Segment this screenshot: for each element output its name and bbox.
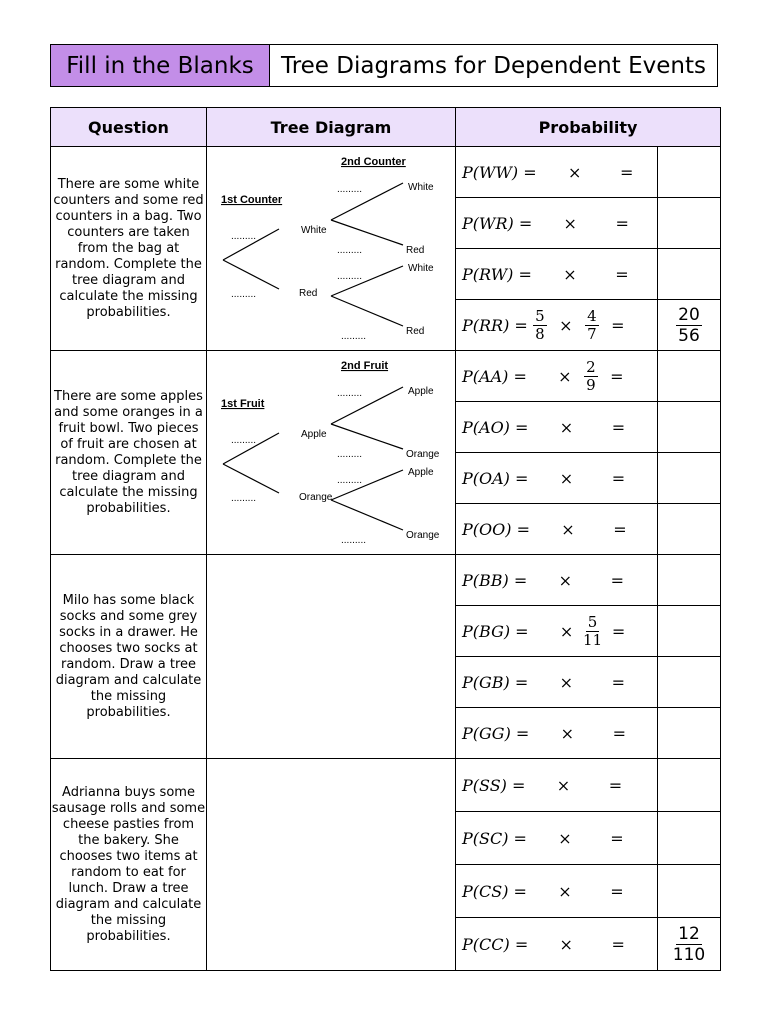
probability-blank[interactable]: .........: [341, 535, 367, 546]
equals-sign: =: [611, 621, 626, 641]
denominator: 110: [672, 944, 706, 965]
branch-line: [223, 260, 279, 289]
answer-cell: [658, 918, 721, 971]
fraction: [533, 308, 547, 343]
answer-cell[interactable]: [658, 812, 721, 865]
outcome-label: Apple: [408, 386, 434, 397]
outcome-label: Orange: [406, 449, 440, 460]
times-sign: ×: [567, 162, 582, 182]
answer-cell[interactable]: [658, 147, 721, 198]
probability-expression: [456, 812, 658, 865]
tree-diagram-svg: [207, 147, 454, 345]
probability-label: P(SC) =: [462, 828, 527, 848]
probability-label: P(CS) =: [462, 881, 527, 901]
second-stage-heading: 2nd Counter: [341, 156, 406, 168]
numerator: 12: [678, 923, 700, 944]
probability-expression: [456, 402, 658, 453]
times-sign: ×: [559, 315, 573, 335]
answer-cell[interactable]: [658, 402, 721, 453]
outcome-label: White: [408, 182, 434, 193]
denominator: 7: [587, 324, 597, 343]
probability-blank[interactable]: .........: [337, 245, 363, 256]
first-factor-fraction: [528, 308, 552, 343]
outcome-label: Apple: [301, 429, 327, 440]
equals-sign: =: [610, 828, 624, 848]
worksheet-header: [50, 44, 718, 87]
tree-diagram: [207, 351, 456, 555]
equals-sign: =: [615, 264, 629, 284]
outcome-label: Orange: [299, 492, 333, 503]
equals-sign: =: [611, 417, 626, 437]
second-stage-heading: 2nd Fruit: [341, 360, 389, 372]
probability-label: P(GB) =: [462, 672, 529, 692]
branch-line: [331, 296, 403, 326]
table-header-row: [51, 108, 721, 147]
probability-expression: [456, 708, 658, 759]
probability-blank[interactable]: .........: [337, 475, 363, 486]
probability-expression: [456, 606, 658, 657]
second-factor-fraction: [580, 308, 604, 343]
times-sign: ×: [561, 519, 575, 539]
answer-fraction: [671, 924, 707, 965]
equals-sign: =: [608, 775, 623, 795]
probability-expression: [456, 918, 658, 971]
probability-label: P(AO) =: [462, 417, 529, 437]
equals-sign: =: [619, 162, 634, 182]
times-sign: ×: [563, 213, 577, 233]
numerator: 5: [535, 306, 545, 325]
probability-expression: [456, 249, 658, 300]
answer-cell[interactable]: [658, 657, 721, 708]
probability-blank[interactable]: .........: [337, 388, 363, 399]
second-factor-fraction: [581, 614, 605, 649]
outcome-label: Red: [406, 245, 425, 256]
second-factor-fraction: [579, 359, 603, 394]
probability-blank[interactable]: .........: [341, 331, 367, 342]
times-sign: ×: [558, 366, 572, 386]
probability-expression: [456, 865, 658, 918]
times-sign: ×: [558, 881, 572, 901]
probability-expression: [456, 453, 658, 504]
probability-label: P(RW) =: [462, 264, 532, 284]
numerator: 20: [678, 304, 700, 325]
probability-expression: [456, 657, 658, 708]
equals-sign: =: [610, 570, 624, 590]
probability-expression: [456, 759, 658, 812]
column-header-tree-diagram: Tree Diagram: [207, 108, 456, 147]
numerator: 5: [587, 612, 598, 631]
probability-expression: [456, 198, 658, 249]
equals-sign: =: [611, 315, 625, 335]
branch-line: [331, 220, 403, 245]
probability-label: P(CC) =: [462, 934, 529, 954]
times-sign: ×: [559, 417, 574, 437]
outcome-label: White: [408, 263, 434, 274]
equals-sign: =: [611, 672, 625, 692]
denominator: 11: [583, 630, 603, 649]
probability-expression: [456, 147, 658, 198]
probability-blank[interactable]: .........: [337, 184, 363, 195]
worksheet-table: [50, 107, 721, 971]
answer-cell[interactable]: [658, 453, 721, 504]
answer-cell[interactable]: [658, 606, 721, 657]
answer-fraction: [676, 305, 702, 346]
equals-sign: =: [611, 468, 626, 488]
tree-diagram-blank-space[interactable]: [207, 555, 456, 759]
tree-diagram-blank-space[interactable]: [207, 759, 456, 971]
probability-label: P(WW) =: [462, 162, 537, 182]
outcome-label: Red: [299, 288, 318, 299]
probability-row: [51, 555, 721, 606]
outcome-label: Red: [406, 326, 425, 337]
probability-label: P(AA) =: [462, 366, 527, 386]
times-sign: ×: [559, 468, 574, 488]
answer-cell[interactable]: [658, 708, 721, 759]
probability-blank[interactable]: .........: [231, 289, 257, 300]
first-stage-heading: 1st Fruit: [221, 398, 265, 410]
probability-row: [51, 147, 721, 198]
probability-label: P(OO) =: [462, 519, 530, 539]
equals-sign: =: [610, 881, 624, 901]
outcome-label: Apple: [408, 467, 434, 478]
probability-label: P(SS) =: [462, 775, 526, 795]
probability-blank[interactable]: .........: [337, 271, 363, 282]
answer-cell[interactable]: [658, 555, 721, 606]
answer-cell[interactable]: [658, 249, 721, 300]
probability-row: [51, 759, 721, 812]
question-text: There are some apples and some oranges in a fruit bowl. Two pieces of fruit are chosen at random. Complete the tree diagram and calculate the missing probabilities.: [51, 351, 207, 555]
column-header-question: Question: [51, 108, 207, 147]
times-sign: ×: [559, 621, 574, 641]
answer-cell[interactable]: [658, 198, 721, 249]
header-tag: Fill in the Blanks: [51, 45, 270, 86]
worksheet-title: Tree Diagrams for Dependent Events: [281, 52, 706, 79]
fraction: [581, 614, 604, 649]
probability-label: P(OA) =: [462, 468, 529, 488]
times-sign: ×: [560, 723, 575, 743]
probability-blank[interactable]: .........: [231, 231, 257, 242]
tree-diagram-svg: [207, 351, 454, 549]
denominator: 8: [535, 324, 545, 343]
answer-cell[interactable]: [658, 865, 721, 918]
probability-label: P(RR) =: [462, 315, 528, 335]
numerator: 2: [586, 357, 596, 376]
probability-label: P(BG) =: [462, 621, 529, 641]
times-sign: ×: [558, 570, 572, 590]
probability-expression: [456, 300, 658, 351]
equals-sign: =: [612, 723, 627, 743]
denominator: 56: [678, 325, 700, 346]
probability-blank[interactable]: .........: [231, 493, 257, 504]
question-text: There are some white counters and some red counters in a bag. Two counters are taken from the bag at random. Complete the tree diagram and calculate the missing probabilities.: [51, 147, 207, 351]
question-text: Milo has some black socks and some grey socks in a drawer. He chooses two socks at random. Draw a tree diagram and calculate the missing probabilities.: [51, 555, 207, 759]
numerator: 4: [587, 306, 597, 325]
equals-sign: =: [610, 366, 624, 386]
answer-cell[interactable]: [658, 351, 721, 402]
question-text: Adrianna buys some sausage rolls and some cheese pasties from the bakery. She chooses two items at random to eat for lunch. Draw a tree diagram and calculate the missing probabilities.: [51, 759, 207, 971]
probability-blank[interactable]: .........: [231, 435, 257, 446]
probability-expression: [456, 555, 658, 606]
times-sign: ×: [556, 775, 571, 795]
probability-row: [51, 351, 721, 402]
branch-line: [331, 500, 403, 530]
branch-line: [223, 464, 279, 493]
equals-sign: =: [611, 934, 625, 954]
answer-cell: [658, 300, 721, 351]
branch-line: [331, 424, 403, 449]
fraction: [584, 359, 598, 394]
probability-expression: [456, 351, 658, 402]
times-sign: ×: [559, 672, 573, 692]
first-stage-heading: 1st Counter: [221, 194, 283, 206]
times-sign: ×: [563, 264, 577, 284]
times-sign: ×: [559, 934, 573, 954]
equals-sign: =: [613, 519, 627, 539]
probability-blank[interactable]: .........: [337, 449, 363, 460]
outcome-label: Orange: [406, 530, 440, 541]
outcome-label: White: [301, 225, 327, 236]
fraction: [585, 308, 599, 343]
probability-expression: [456, 504, 658, 555]
probability-label: P(WR) =: [462, 213, 533, 233]
probability-label: P(GG) =: [462, 723, 530, 743]
denominator: 9: [586, 375, 596, 394]
answer-cell[interactable]: [658, 504, 721, 555]
answer-cell[interactable]: [658, 759, 721, 812]
tree-diagram: [207, 147, 456, 351]
equals-sign: =: [615, 213, 629, 233]
probability-label: P(BB) =: [462, 570, 528, 590]
column-header-probability: Probability: [456, 108, 721, 147]
times-sign: ×: [558, 828, 572, 848]
